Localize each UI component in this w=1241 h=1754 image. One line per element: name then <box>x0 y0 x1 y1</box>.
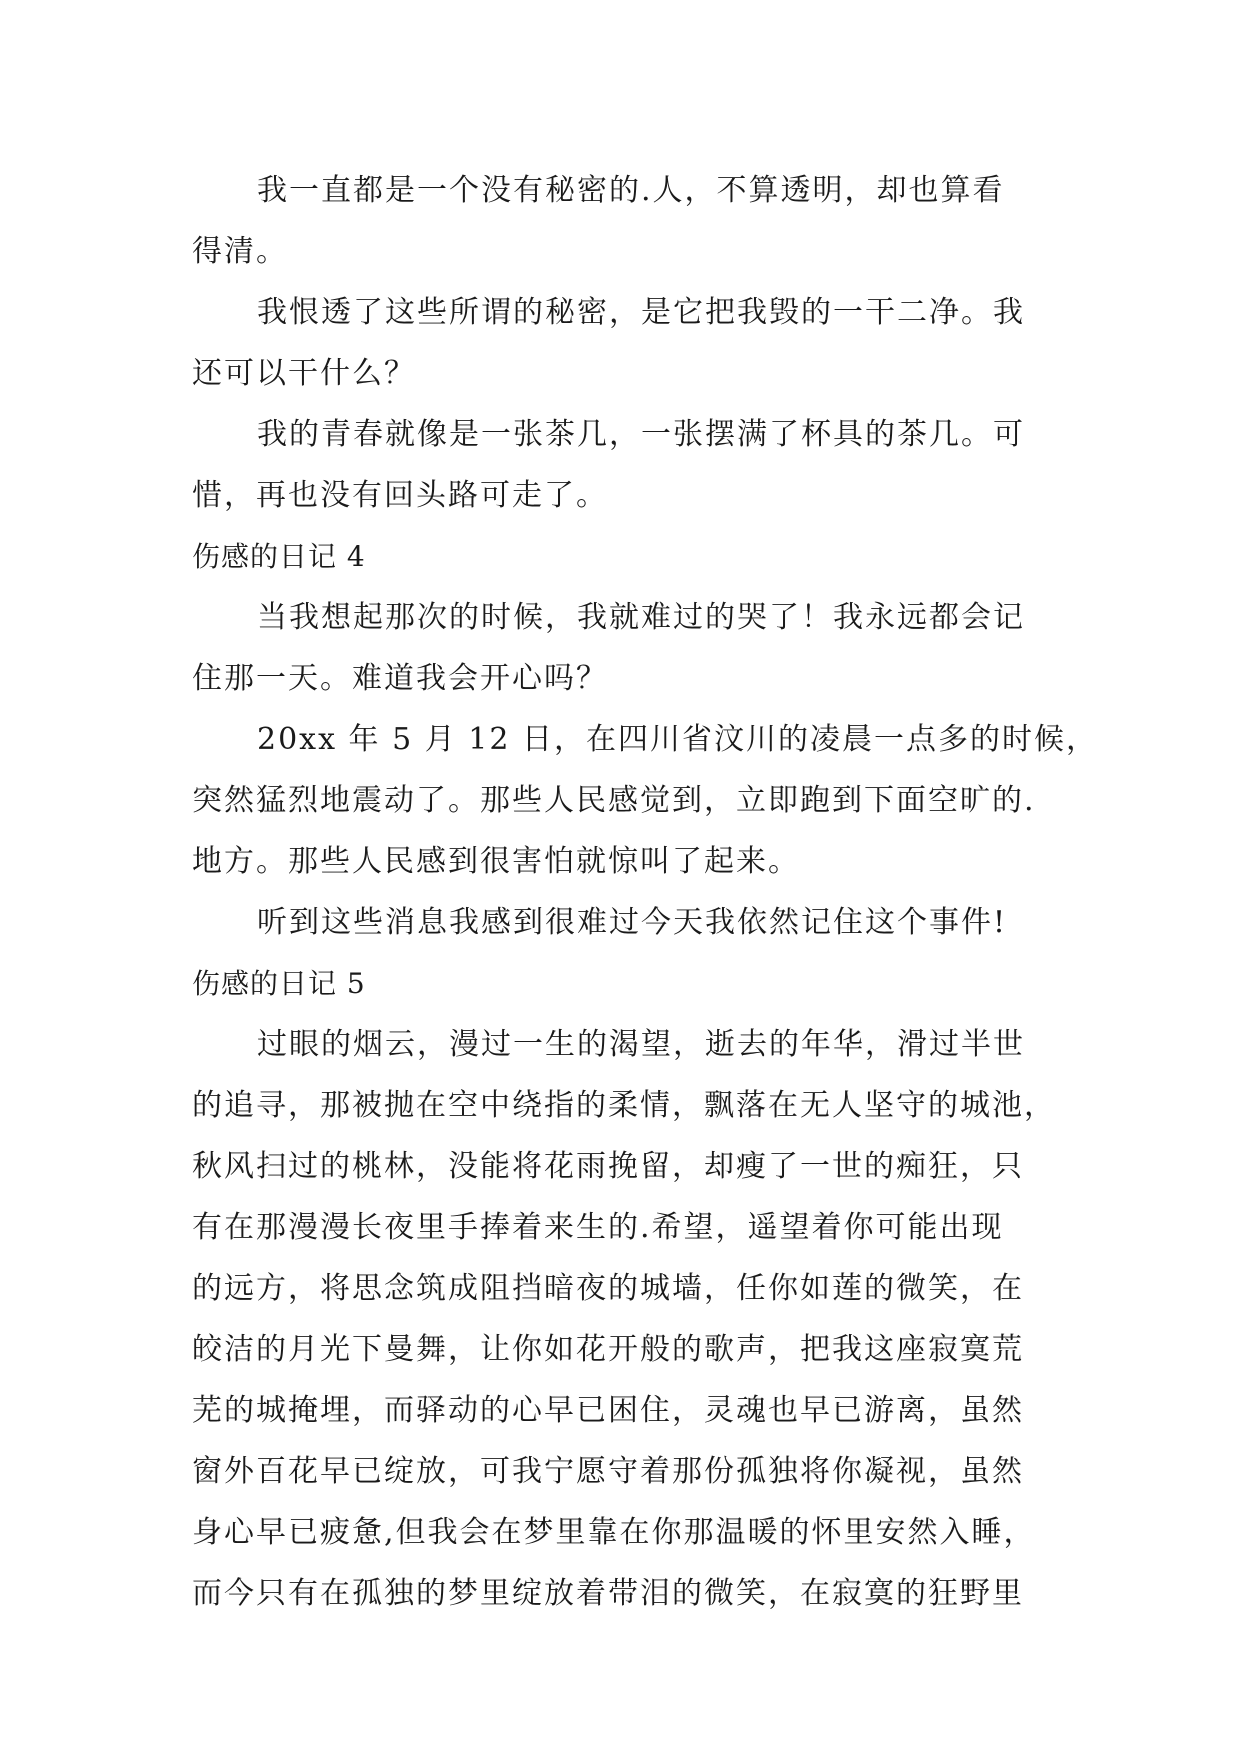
paragraph-line: 的远方，将思念筑成阻挡暗夜的城墙，任你如莲的微笑，在 <box>192 1271 1024 1306</box>
paragraph <box>192 587 1047 709</box>
paragraph-line: 听到这些消息我感到很难过今天我依然记住这个事件! <box>257 905 1008 940</box>
document-body <box>192 160 1098 1624</box>
paragraph <box>192 892 1047 953</box>
section-heading: 伤感的日记 4 <box>192 540 366 573</box>
paragraph-line: 有在那漫漫长夜里手捧着来生的.希望，遥望着你可能出现 <box>192 1210 1004 1245</box>
paragraph <box>192 282 1047 404</box>
paragraph-line: 而今只有在孤独的梦里绽放着带泪的微笑，在寂寞的狂野里 <box>192 1576 1024 1611</box>
paragraph-line: 我恨透了这些所谓的秘密，是它把我毁的一干二净。我 <box>257 295 1025 330</box>
paragraph-line: 的追寻，那被抛在空中绕指的柔情，飘落在无人坚守的城池， <box>192 1088 1056 1123</box>
paragraph-line: 当我想起那次的时候，我就难过的哭了！我永远都会记 <box>257 600 1025 635</box>
paragraph <box>192 404 1047 526</box>
paragraph <box>192 709 1098 892</box>
paragraph-line: 芜的城掩埋，而驿动的心早已困住，灵魂也早已游离，虽然 <box>192 1393 1024 1428</box>
paragraph-line: 身心早已疲惫,但我会在梦里靠在你那温暖的怀里安然入睡， <box>192 1515 1036 1550</box>
paragraph-line: 突然猛烈地震动了。那些人民感觉到，立即跑到下面空旷的. <box>192 783 1036 818</box>
paragraph <box>192 160 1047 282</box>
paragraph-line: 还可以干什么？ <box>192 356 416 391</box>
paragraph-line: 过眼的烟云，漫过一生的渴望，逝去的年华，滑过半世 <box>257 1027 1025 1062</box>
paragraph-line: 住那一天。难道我会开心吗？ <box>192 661 608 696</box>
paragraph-line: 20xx 年 5 月 12 日，在四川省汶川的凌晨一点多的时候， <box>257 722 1098 757</box>
paragraph-line: 我一直都是一个没有秘密的.人，不算透明，却也算看 <box>257 173 1005 208</box>
paragraph-line: 我的青春就像是一张茶几，一张摆满了杯具的茶几。可 <box>257 417 1025 452</box>
paragraph-line: 得清。 <box>192 234 288 269</box>
paragraph-line: 皎洁的月光下曼舞，让你如花开般的歌声，把我这座寂寞荒 <box>192 1332 1024 1367</box>
paragraph-line: 地方。那些人民感到很害怕就惊叫了起来。 <box>192 844 800 879</box>
paragraph-line: 惜，再也没有回头路可走了。 <box>192 478 608 513</box>
paragraph <box>192 1014 1056 1624</box>
section-heading: 伤感的日记 5 <box>192 967 366 1000</box>
paragraph-line: 窗外百花早已绽放，可我宁愿守着那份孤独将你凝视，虽然 <box>192 1454 1024 1489</box>
paragraph-line: 秋风扫过的桃林，没能将花雨挽留，却瘦了一世的痴狂，只 <box>192 1149 1024 1184</box>
